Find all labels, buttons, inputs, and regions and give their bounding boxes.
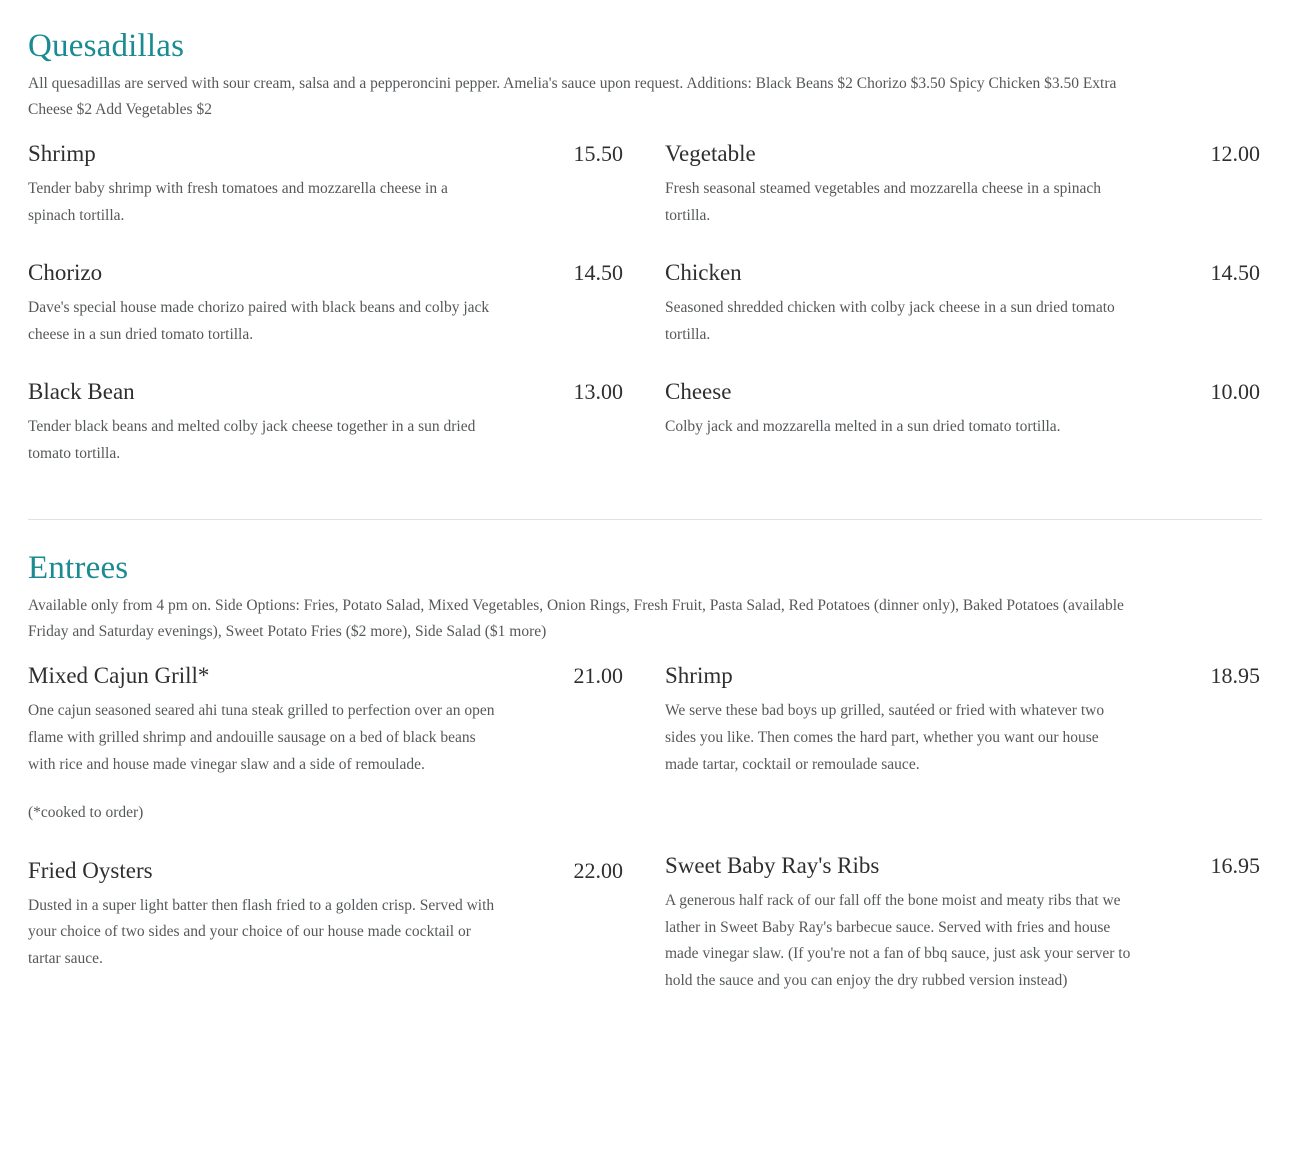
menu-item-description: Tender black beans and melted colby jack cheese together in a sun dried tomato tortilla.: [28, 418, 476, 462]
menu-column-left: [28, 140, 625, 497]
menu-item-name: Chorizo: [28, 260, 103, 286]
menu-item: [665, 140, 1262, 229]
menu-column-right: [665, 140, 1262, 497]
menu-item-price: 22.00: [573, 857, 623, 883]
menu-item-description: Fresh seasonal steamed vegetables and mozzarella cheese in a spinach tortilla.: [665, 179, 1101, 224]
menu-item-name: Shrimp: [28, 141, 96, 167]
menu-item-head: [665, 852, 1262, 881]
menu-item-price: 13.00: [573, 379, 623, 405]
menu-item: [28, 378, 625, 467]
menu-item-description: Seasoned shredded chicken with colby jack cheese in a sun dried tomato tortilla.: [665, 298, 1115, 343]
menu-item: [665, 852, 1262, 994]
menu-item-price: 21.00: [573, 663, 623, 689]
menu-item-name: Mixed Cajun Grill*: [28, 663, 210, 689]
menu-item-head: [28, 378, 625, 407]
menu-item-price: 15.50: [573, 141, 623, 167]
menu-item-name: Fried Oysters: [28, 857, 153, 883]
menu-item: [665, 378, 1262, 440]
menu-item-head: [28, 140, 625, 169]
menu-item-description: One cajun seasoned seared ahi tuna steak grilled to perfection over an open flame with grilled shrimp and andouille sausage on a bed of black beans with rice and house made vinegar slaw and a side of remoulade.: [28, 702, 495, 773]
menu-item-head: [665, 259, 1262, 288]
menu-item-price: 12.00: [1210, 141, 1260, 167]
menu-item-description: Tender baby shrimp with fresh tomatoes and mozzarella cheese in a spinach tortilla.: [28, 179, 448, 224]
section-note-quesadillas: All quesadillas are served with sour cream, salsa and a pepperoncini pepper. Amelia's sauce upon request. Additions: Black Beans $2 Chorizo $3.50 Spicy Chicken $3.50 Extra Cheese $2 Add Vegetables $2: [28, 75, 1117, 118]
menu-item-name: Shrimp: [665, 663, 733, 689]
menu-item-name: Sweet Baby Ray's Ribs: [665, 853, 880, 879]
section-quesadillas: [28, 28, 1262, 497]
menu-item-footnote: (*cooked to order): [28, 804, 144, 822]
menu-item-description: Colby jack and mozzarella melted in a sun dried tomato tortilla.: [665, 418, 1061, 435]
section-title-entrees: Entrees: [28, 550, 129, 587]
section-title-quesadillas: Quesadillas: [28, 28, 185, 64]
menu-item: [665, 662, 1262, 778]
menu-item-price: 18.95: [1210, 663, 1260, 689]
menu-item-price: 10.00: [1210, 379, 1260, 405]
menu-item: [665, 259, 1262, 348]
menu-item-name: Black Bean: [28, 379, 135, 405]
menu-item-description: Dave's special house made chorizo paired with black beans and colby jack cheese in a sun dried tomato tortilla.: [28, 298, 490, 343]
section-entrees: [28, 550, 1262, 1024]
menu-item: [28, 662, 625, 826]
section-divider: [28, 519, 1262, 520]
menu-item-price: 14.50: [1210, 260, 1260, 286]
menu-item-name: Cheese: [665, 379, 732, 405]
column-spacer: [665, 808, 1262, 852]
menu-item-name: Chicken: [665, 260, 742, 286]
menu-item-head: [665, 140, 1262, 169]
menu-item-name: Vegetable: [665, 141, 756, 167]
menu-item-description: Dusted in a super light batter then flash fried to a golden crisp. Served with your choice of two sides and your choice of our house made cocktail or tartar sauce.: [28, 896, 495, 967]
menu-column-right: [665, 662, 1262, 1024]
menu-column-left: [28, 662, 625, 1024]
menu-item: [28, 140, 625, 229]
menu-item: [28, 857, 625, 973]
menu-item-price: 16.95: [1210, 853, 1260, 879]
menu-item-head: [28, 662, 625, 691]
menu-grid-quesadillas: [28, 140, 1262, 497]
menu-grid-entrees: [28, 662, 1262, 1024]
menu-item-head: [28, 857, 625, 886]
menu-item-price: 14.50: [573, 260, 623, 286]
menu-item-description: A generous half rack of our fall off the bone moist and meaty ribs that we lather in Sweet Baby Ray's barbecue sauce. Served with fries and house made vinegar slaw. (If you're not a fan of bbq sauce, just ask your server to hold the sauce and you can enjoy the dry rubbed version instead): [665, 891, 1131, 989]
menu-item-head: [28, 259, 625, 288]
section-note-entrees: Available only from 4 pm on. Side Options: Fries, Potato Salad, Mixed Vegetables, Onion Rings, Fresh Fruit, Pasta Salad, Red Potatoes (dinner only), Baked Potatoes (available Friday and Saturday evenings), Sweet Potato Fries ($2 more), Side Salad ($1 more): [28, 597, 1124, 640]
menu-item-description: We serve these bad boys up grilled, sautéed or fried with whatever two sides you like. Then comes the hard part, whether you want our house made tartar, cocktail or remoulade sauce.: [665, 702, 1105, 773]
menu-item-head: [665, 378, 1262, 407]
menu-item: [28, 259, 625, 348]
menu-item-head: [665, 662, 1262, 691]
